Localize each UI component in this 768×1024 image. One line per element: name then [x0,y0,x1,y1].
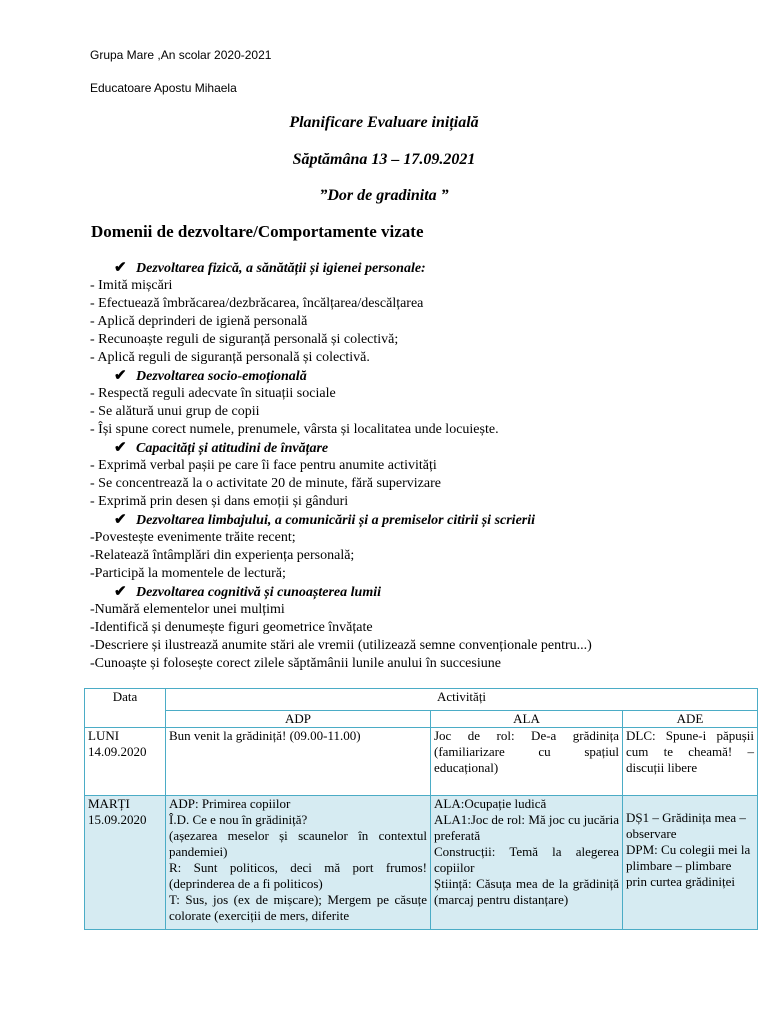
cell-line: (așezarea meselor și scaunelor în contextul pandemiei) [169,828,427,859]
list-item: - Aplică reguli de siguranță personală și colectivă. [90,350,370,365]
table-header-row [85,689,758,711]
domain-title: ✔ Dezvoltarea socio-emoțională [114,368,307,384]
cell-line: Construcții: Temă la alegerea copiilor [434,844,619,875]
activities-table [84,688,758,930]
header-ala: ALA [431,711,623,728]
check-icon: ✔ [114,584,127,600]
list-item: -Participă la momentele de lectură; [90,566,286,581]
cell-ala [431,796,623,930]
table-row [85,796,758,930]
check-icon: ✔ [114,512,127,528]
list-item: -Cunoaște și folosește corect zilele săptămânii lunile anului în succesiune [90,656,501,671]
cell-ala: Joc de rol: De-a grădinița (familiarizare cu spațiul educațional) [431,728,623,796]
plan-title: Planificare Evaluare inițială [289,114,479,131]
domain-title: ✔ Dezvoltarea cognitivă și cunoașterea lumii [114,584,381,600]
list-item: -Numără elementelor unei mulțimi [90,602,285,617]
list-item: - Se concentrează la o activitate 20 de minute, fără supervizare [90,476,441,491]
header-ade: ADE [623,711,758,728]
cell-line: T: Sus, jos (ex de mișcare); Mergem pe căsuțe colorate (exerciții de mers, diferite [169,892,427,923]
header-activities: Activități [166,689,758,711]
domain-title: ✔ Dezvoltarea fizică, a sănătății și igienei personale: [114,260,426,276]
group-line: Grupa Mare ,An scolar 2020-2021 [90,48,272,62]
list-item: -Identifică și denumește figuri geometrice învățate [90,620,373,635]
list-item: - Imită mișcări [90,278,173,293]
section-heading: Domenii de dezvoltare/Comportamente vizate [91,222,424,241]
cell-adp: Bun venit la grădiniță! (09.00-11.00) [166,728,431,796]
cell-line: DPM: Cu colegii mei la plimbare – plimbare prin curtea grădiniței [626,842,751,889]
cell-line: DȘ1 – Grădinița mea – observare [626,810,746,841]
list-item: - Recunoaște reguli de siguranță personală și colectivă; [90,332,399,347]
week-title: Săptămâna 13 – 17.09.2021 [292,151,476,168]
cell-line: ADP: Primirea copiilor [169,796,291,811]
list-item: -Relatează întâmplări din experiența personală; [90,548,355,563]
domain-list [90,259,750,673]
cell-line: R: Sunt politicos, deci mă port frumos! (deprinderea de a fi politicos) [169,860,427,891]
cell-date: LUNI 14.09.2020 [85,728,166,796]
check-icon: ✔ [114,260,127,276]
check-icon: ✔ [114,368,127,384]
domain-title: ✔ Capacități și atitudini de învățare [114,440,329,456]
list-item: -Descriere și ilustrează anumite stări ale vremii (utilizează semne convenționale pentru...) [90,638,592,653]
header-data: Data [85,689,166,728]
cell-ade [623,796,758,930]
table-row [85,728,758,796]
list-item: -Povestește evenimente trăite recent; [90,530,296,545]
check-icon: ✔ [114,440,127,456]
cell-line: Î.D. Ce e nou în grădiniță? [169,812,308,827]
cell-line: ALA1:Joc de rol: Mă joc cu jucăria preferată [434,812,619,843]
list-item: - Exprimă verbal pașii pe care îi face pentru anumite activități [90,458,437,473]
table-subheader-row [85,711,758,728]
list-item: - Aplică deprinderi de igienă personală [90,314,308,329]
teacher-line: Educatoare Apostu Mihaela [90,81,237,95]
cell-adp [166,796,431,930]
cell-ade: DLC: Spune-i păpușii cum te cheamă! – discuții libere [623,728,758,796]
cell-line: ALA:Ocupație ludică [434,796,547,811]
cell-date: MARȚI 15.09.2020 [85,796,166,930]
list-item: - Efectuează îmbrăcarea/dezbrăcarea, încălțarea/descălțarea [90,296,424,311]
domain-title: ✔ Dezvoltarea limbajului, a comunicării și a premiselor citirii și scrierii [114,512,536,528]
theme-title: ”Dor de gradinita ” [319,187,449,204]
list-item: - Se alătură unui grup de copii [90,404,260,419]
list-item: - Își spune corect numele, prenumele, vârsta și localitatea unde locuiește. [90,422,499,437]
cell-line: Știință: Căsuța mea de la grădiniță (marcaj pentru distanțare) [434,876,619,907]
list-item: - Respectă reguli adecvate în situații sociale [90,386,336,401]
header-adp: ADP [166,711,431,728]
list-item: - Exprimă prin desen și dans emoții și gânduri [90,494,349,509]
